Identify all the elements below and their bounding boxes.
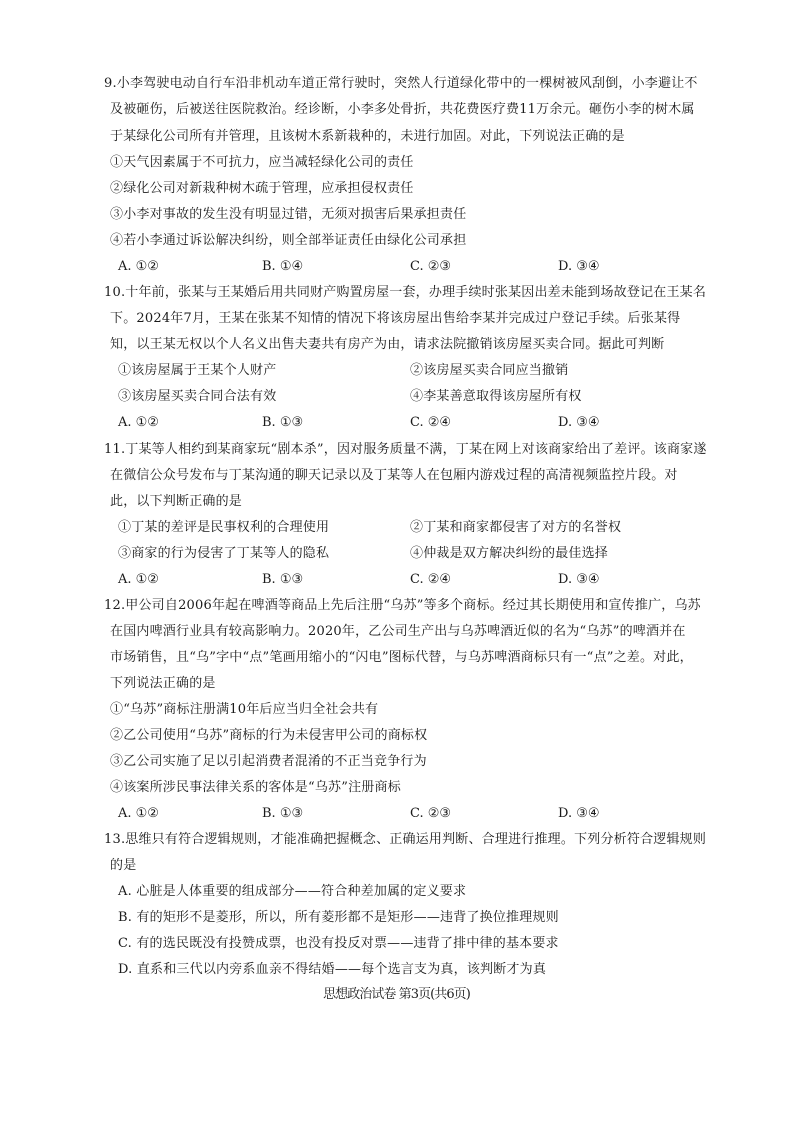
page-footer: 思想政治试卷 第3页(共6页) bbox=[323, 987, 470, 1002]
question-stem-line: 11.丁某等人相约到某商家玩“剧本杀”，因对服务质量不满，丁某在网上对该商家给出了差评。该商家遂 bbox=[104, 442, 707, 457]
choice-b: B. ①③ bbox=[262, 806, 304, 821]
question-stem-line: 及被砸伤，后被送往医院救治。经诊断，小李多处骨折，共花费医疗费11万余元。砸伤小李的树木属 bbox=[110, 102, 695, 117]
statement-3: ③商家的行为侵害了丁某等人的隐私 bbox=[118, 546, 330, 561]
choice-d: D. ③④ bbox=[558, 572, 600, 587]
option-b: B. 有的矩形不是菱形，所以，所有菱形都不是矩形——违背了换位推理规则 bbox=[118, 910, 559, 925]
statement-4: ④该案所涉民事法律关系的客体是“乌苏”注册商标 bbox=[110, 780, 401, 795]
choice-d: D. ③④ bbox=[558, 806, 600, 821]
choice-d: D. ③④ bbox=[558, 259, 600, 274]
choice-c: C. ②③ bbox=[410, 259, 452, 274]
statement-3: ③该房屋买卖合同合法有效 bbox=[118, 389, 277, 404]
statement-3: ③小李对事故的发生没有明显过错，无须对损害后果承担责任 bbox=[110, 207, 467, 222]
choice-b: B. ①③ bbox=[262, 572, 304, 587]
question-stem-line: 10.十年前，张某与王某婚后用共同财产购置房屋一套，办理手续时张某因出差未能到场故登记在王某名 bbox=[104, 285, 707, 300]
choice-d: D. ③④ bbox=[558, 415, 600, 430]
statement-2: ②丁某和商家都侵害了对方的名誉权 bbox=[410, 520, 622, 535]
choice-a: A. ①② bbox=[118, 415, 159, 430]
question-stem-line: 下列说法正确的是 bbox=[110, 676, 216, 691]
statement-2: ②该房屋买卖合同应当撤销 bbox=[410, 363, 569, 378]
question-stem-line: 9.小李驾驶电动自行车沿非机动车道正常行驶时，突然人行道绿化带中的一棵树被风刮倒，小李避让不 bbox=[104, 76, 698, 91]
option-c: C. 有的选民既没有投赞成票，也没有投反对票——违背了排中律的基本要求 bbox=[118, 936, 559, 951]
question-stem-line: 于某绿化公司所有并管理，且该树木系新栽种的，未进行加固。对此，下列说法正确的是 bbox=[110, 129, 625, 144]
question-stem-line: 此，以下判断正确的是 bbox=[110, 494, 243, 509]
statement-2: ②绿化公司对新栽种树木疏于管理，应承担侵权责任 bbox=[110, 181, 414, 196]
statement-4: ④李某善意取得该房屋所有权 bbox=[410, 389, 582, 404]
question-stem-line: 12.甲公司自2006年起在啤酒等商品上先后注册“乌苏”等多个商标。经过其长期使用和宣传推广，乌苏 bbox=[104, 598, 701, 613]
choice-a: A. ①② bbox=[118, 572, 159, 587]
statement-4: ④仲裁是双方解决纠纷的最佳选择 bbox=[410, 546, 609, 561]
option-d: D. 直系和三代以内旁系血亲不得结婚——每个选言支为真，该判断才为真 bbox=[118, 962, 547, 977]
option-a: A. 心脏是人体重要的组成部分——符合种差加属的定义要求 bbox=[118, 884, 467, 899]
question-stem-line: 的是 bbox=[110, 858, 137, 873]
statement-2: ②乙公司使用“乌苏”商标的行为未侵害甲公司的商标权 bbox=[110, 728, 428, 743]
question-stem-line: 知，以王某无权以个人名义出售夫妻共有房产为由，请求法院撤销该房屋买卖合同。据此可判断 bbox=[110, 337, 665, 352]
statement-3: ③乙公司实施了足以引起消费者混淆的不正当竞争行为 bbox=[110, 754, 427, 769]
choice-b: B. ①④ bbox=[262, 259, 304, 274]
choice-a: A. ①② bbox=[118, 259, 159, 274]
statement-1: ①天气因素属于不可抗力，应当减轻绿化公司的责任 bbox=[110, 155, 414, 170]
choice-c: C. ②③ bbox=[410, 806, 452, 821]
question-stem-line: 市场销售，且“乌”字中“点”笔画用缩小的“闪电”图标代替，与乌苏啤酒商标只有一“点”之差。对此， bbox=[110, 650, 693, 665]
statement-1: ①“乌苏”商标注册满10年后应当归全社会共有 bbox=[110, 702, 379, 717]
question-stem-line: 下。2024年7月，王某在张某不知情的情况下将该房屋出售给李某并完成过户登记手续。后张某得 bbox=[110, 311, 681, 326]
choice-c: C. ②④ bbox=[410, 415, 452, 430]
choice-c: C. ②④ bbox=[410, 572, 452, 587]
statement-1: ①该房屋属于王某个人财产 bbox=[118, 363, 277, 378]
choice-a: A. ①② bbox=[118, 806, 159, 821]
question-stem-line: 在国内啤酒行业具有较高影响力。2020年，乙公司生产出与乌苏啤酒近似的名为“乌苏”的啤酒并在 bbox=[110, 624, 686, 639]
statement-1: ①丁某的差评是民事权利的合理使用 bbox=[118, 520, 330, 535]
choice-b: B. ①③ bbox=[262, 415, 304, 430]
question-stem-line: 13.思维只有符合逻辑规则，才能准确把握概念、正确运用判断、合理进行推理。下列分析符合逻辑规则 bbox=[104, 832, 707, 847]
statement-4: ④若小李通过诉讼解决纠纷，则全部举证责任由绿化公司承担 bbox=[110, 233, 467, 248]
question-stem-line: 在微信公众号发布与丁某沟通的聊天记录以及丁某等人在包厢内游戏过程的高清视频监控片段。对 bbox=[110, 468, 678, 483]
